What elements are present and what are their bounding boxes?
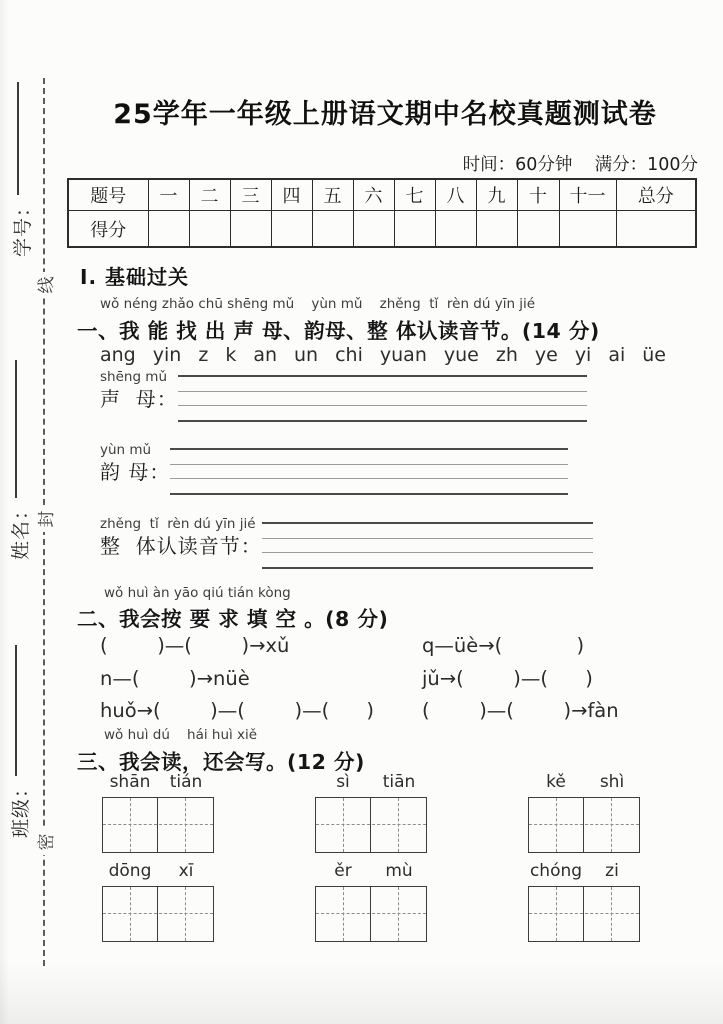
writing-grid	[102, 886, 214, 942]
header-cell-9: 九	[476, 179, 517, 211]
score-cell-empty	[435, 211, 476, 248]
header-cell-2: 二	[189, 179, 230, 211]
grid-pinyin: chóng	[529, 861, 583, 881]
q3-word-chongzi	[528, 862, 640, 942]
syllable: yin	[152, 344, 182, 366]
header-cell-3: 三	[230, 179, 271, 211]
zhengti-label: 整 体认读音节：	[100, 534, 262, 558]
q2-row-3	[100, 699, 619, 723]
syllable: üe	[642, 344, 666, 366]
shengmu-label: 声 母：	[100, 387, 178, 411]
q1-group-zhengti	[100, 518, 593, 582]
writing-grid	[528, 797, 640, 853]
q2-item: ( )—( )→fàn	[422, 699, 619, 722]
syllable: yuan	[379, 344, 427, 366]
student-id-blank-line	[17, 82, 19, 195]
header-cell-5: 五	[312, 179, 353, 211]
syllable: ye	[534, 344, 558, 366]
seal-char-mi: 密	[31, 829, 57, 855]
syllable: z	[198, 344, 209, 366]
score-cell-empty	[559, 211, 616, 248]
class-label: 班级：	[9, 777, 32, 838]
yunmu-pinyin: yùn mǔ	[100, 442, 152, 458]
q1-group-shengmu	[100, 371, 587, 435]
time-and-score-info: 时间：60分钟 满分：100分	[462, 155, 698, 175]
q2-item: ( )—( )→xǔ	[100, 634, 290, 657]
q3-grid-row-1	[102, 773, 640, 853]
section-1-heading: Ⅰ. 基础过关	[80, 265, 190, 289]
grid-pinyin: sì	[336, 772, 350, 792]
score-cell-empty	[189, 211, 230, 248]
header-cell-11: 十一	[559, 179, 616, 211]
grid-pinyin: zi	[605, 861, 619, 881]
score-table	[67, 178, 697, 248]
student-id-label: 学号：	[11, 196, 34, 257]
grid-pinyin: tián	[169, 772, 203, 792]
syllable: chi	[335, 344, 363, 366]
header-cell-total: 总分	[616, 179, 696, 211]
writing-grid	[528, 886, 640, 942]
seal-char-feng: 封	[31, 506, 57, 532]
q3-word-ermu	[315, 862, 427, 942]
q2-row-2	[100, 667, 593, 691]
syllable: un	[294, 344, 319, 366]
writing-grid	[315, 886, 427, 942]
grid-pinyin: xī	[178, 861, 194, 881]
score-cell-empty	[353, 211, 394, 248]
syllable: ang	[100, 344, 136, 366]
shengmu-pinyin: shēng mǔ	[100, 369, 168, 385]
grid-pinyin: dōng	[108, 861, 152, 881]
syllable: ai	[608, 344, 626, 366]
writing-grid	[102, 797, 214, 853]
name-label: 姓名：	[9, 499, 32, 560]
score-cell-empty	[312, 211, 353, 248]
score-table-score-row	[68, 211, 696, 248]
q3-word-dongxi	[102, 862, 214, 942]
syllable: yue	[443, 344, 479, 366]
syllable: an	[253, 344, 278, 366]
header-cell-7: 七	[394, 179, 435, 211]
q2-item: q—üè→( )	[422, 634, 585, 657]
syllable: yi	[574, 344, 592, 366]
syllable: zh	[495, 344, 518, 366]
header-cell-6: 六	[353, 179, 394, 211]
zhengti-pinyin: zhěng tǐ rèn dú yīn jié	[100, 516, 256, 532]
score-cell-empty	[148, 211, 189, 248]
grid-pinyin: mù	[385, 861, 413, 881]
q3-grid-row-2	[102, 862, 640, 942]
q2-row-1	[100, 634, 584, 658]
q3-heading: 三、我会读，还会写。(12 分)	[77, 750, 365, 774]
header-cell-10: 十	[517, 179, 559, 211]
grid-pinyin: shì	[599, 772, 625, 792]
syllable: k	[225, 344, 237, 366]
score-cell-empty	[271, 211, 312, 248]
q2-pinyin-hint: wǒ huì àn yāo qiú tián kòng	[104, 585, 291, 601]
score-label-cell: 得分	[68, 211, 148, 248]
score-cell-empty	[517, 211, 559, 248]
q1-syllable-list	[100, 344, 666, 366]
name-blank-line	[15, 360, 17, 498]
header-cell-8: 八	[435, 179, 476, 211]
q1-heading: 一、我 能 找 出 声 母、韵母、整 体认读音节。(14 分)	[77, 319, 600, 343]
shengmu-answer-lines	[178, 375, 587, 435]
writing-grid	[315, 797, 427, 853]
q1-pinyin-hint: wǒ néng zhǎo chū shēng mǔ yùn mǔ zhěng tǐ rèn dú yīn jié	[100, 296, 536, 312]
scan-shadow-bottom	[0, 962, 723, 1024]
yunmu-label: 韵 母：	[100, 460, 171, 484]
grid-pinyin: shān	[109, 772, 151, 792]
q3-word-sitian	[315, 773, 427, 853]
score-table-header-row	[68, 179, 696, 211]
class-blank-line	[15, 645, 17, 776]
q1-group-yunmu	[100, 444, 568, 508]
grid-pinyin: ěr	[334, 861, 352, 881]
q3-pinyin-hint: wǒ huì dú hái huì xiě	[104, 727, 258, 743]
score-cell-empty	[230, 211, 271, 248]
seal-char-xian: 线	[31, 272, 57, 298]
header-cell-1: 一	[148, 179, 189, 211]
zhengti-answer-lines	[262, 522, 593, 582]
header-cell-tihao: 题号	[68, 179, 148, 211]
score-cell-empty	[616, 211, 696, 248]
q3-word-shantian	[102, 773, 214, 853]
grid-pinyin: tiān	[382, 772, 416, 792]
q3-word-keshi	[528, 773, 640, 853]
q2-heading: 二、我会按 要 求 填 空 。(8 分)	[77, 607, 389, 631]
header-cell-4: 四	[271, 179, 312, 211]
q2-item: jǔ→( )—( )	[422, 667, 593, 690]
score-cell-empty	[394, 211, 435, 248]
q2-item: n—( )→nüè	[100, 667, 250, 690]
score-cell-empty	[476, 211, 517, 248]
grid-pinyin: kě	[546, 772, 566, 792]
q2-item: huǒ→( )—( )—( )	[100, 699, 374, 722]
paper-title: 25学年一年级上册语文期中名校真题测试卷	[113, 99, 657, 130]
yunmu-answer-lines	[170, 448, 568, 508]
